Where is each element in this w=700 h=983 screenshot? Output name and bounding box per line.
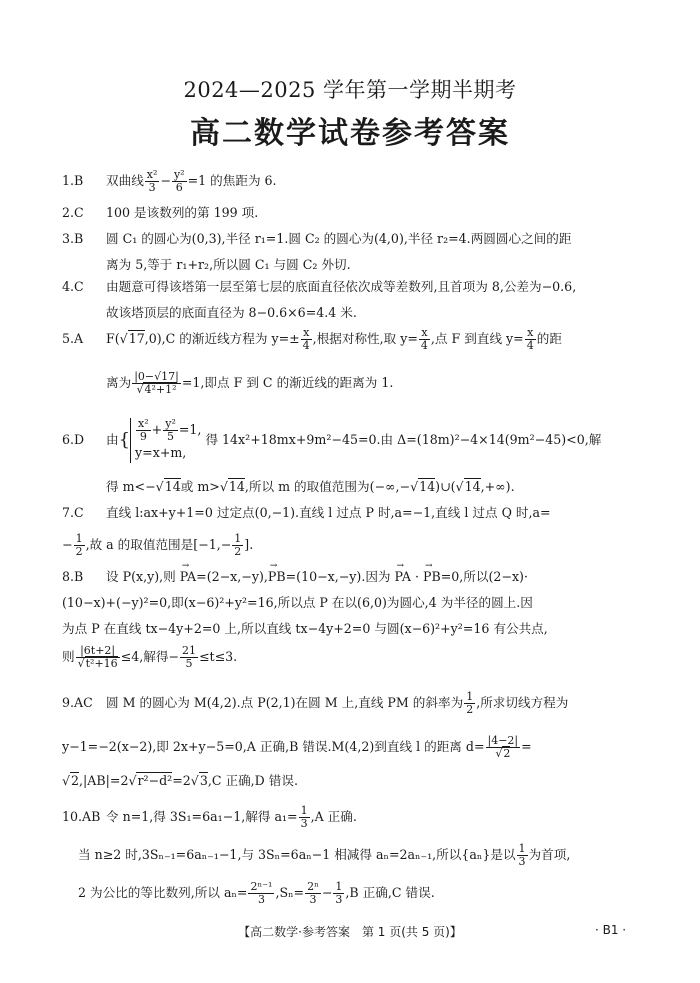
- answer-item-8: 8.B 设 P(x,y),则 → PA=(2−x,−y),→ PB=(10−x,−y).因为 → PA · → PB=0,所以(2−x)·: [62, 564, 642, 590]
- answer-item-5-cont: 离为 $\frac{|0-√17|}{\text{√4²+1²}}$ =1,即点 F 到 C 的渐近线的距离为 1.: [106, 370, 394, 396]
- answer-item-7-cont: − $\frac{1}{2}$ ,故 a 的取值范围是[−1,− $\frac{1}{2}$ ].: [62, 532, 254, 558]
- footer-code: · B1 ·: [595, 923, 627, 937]
- answer-item-8-cont2: 为点 P 在直线 tx−4y+2=0 上,所以直线 tx−4y+2=0 与圆(x−6)²+y²=16 有公共点,: [62, 621, 548, 636]
- answer-item-1: 1.B 双曲线 $\frac{\text{x²}}{3}$ − $\frac{\text{y²}}{6}$ =1 的焦距为 6.: [62, 168, 277, 194]
- answer-number: 3.B: [62, 231, 84, 246]
- answer-item-4: 4.C 由题意可得该塔第一层至第七层的底面直径依次成等差数列,且首项为 8,公差为−0.6, 故该塔顶层的底面直径为 8−0.6×6=4.4 米.: [62, 274, 642, 326]
- answer-number: 8.B: [62, 569, 84, 584]
- fraction: $\frac{\text{y²}}{6}$: [173, 168, 185, 194]
- answer-number: 1.B: [62, 173, 84, 188]
- answer-item-9: 9.AC 圆 M 的圆心为 M(4,2).点 P(2,1)在圆 M 上,直线 PM 的斜率为 $\frac{1}{2}$ ,所求切线方程为: [62, 690, 569, 716]
- answer-number: 10.AB: [62, 809, 101, 824]
- answer-number: 4.C: [62, 279, 84, 294]
- answer-item-10-cont: 当 n≥2 时,3Sₙ₋₁=6aₙ₋₁−1,与 3Sₙ=6aₙ−1 相减得 aₙ=2aₙ₋₁,所以{aₙ}是以 $\frac{1}{3}$ 为首项,: [78, 842, 571, 868]
- answer-number: 2.C: [62, 205, 84, 220]
- answer-item-2: 2.C 100 是该数列的第 199 项.: [62, 200, 642, 226]
- answer-item-10-cont2: 2 为公比的等比数列,所以 aₙ= $\frac{\text{2ⁿ⁻¹}}{3}$ ,Sₙ= $\frac{\text{2ⁿ}}{3}$ − $\frac{1}{3}$ ,B 正确,C 错误.: [78, 880, 435, 906]
- equation-system: $\frac{\text{x²}}{9}$ + $\frac{\text{y²}}{5}$ =1, y=x+m,: [130, 418, 201, 463]
- answer-number: 6.D: [62, 432, 85, 447]
- answer-key-title: 高二数学试卷参考答案: [190, 116, 510, 151]
- answer-number: 5.A: [62, 331, 84, 346]
- page-footer: 【高二数学·参考答案 第 1 页(共 5 页)】: [238, 925, 462, 939]
- answer-item-6: 6.D 由{ $\frac{\text{x²}}{9}$ + $\frac{\text{y²}}{5}$ =1, y=x+m,得 14x²+18mx+9m²−45=0.由 Δ=(18m)²−4×14(9m²−45)<0,解: [62, 418, 642, 463]
- answer-item-10: 10.AB 令 n=1,得 3S₁=6a₁−1,解得 a₁= $\frac{1}{3}$ ,A 正确.: [62, 804, 357, 830]
- answer-item-7: 7.C 直线 l:ax+y+1=0 过定点(0,−1).直线 l 过点 P 时,a=−1,直线 l 过点 Q 时,a=: [62, 500, 642, 526]
- answer-item-9-cont: y−1=−2(x−2),即 2x+y−5=0,A 正确,B 错误.M(4,2)到直线 l 的距离 d= $\frac{|4-2|}{√2}$ =: [62, 734, 532, 760]
- answer-item-9-cont2: √2,|AB|=2√r²−d²=2√3,C 正确,D 错误.: [62, 773, 298, 788]
- answer-item-5: 5.A F(√17,0),C 的渐近线方程为 y=± $\frac{x}{4}$ ,根据对称性,取 y= $\frac{x}{4}$ ,点 F 到直线 y= $\frac{x}{4}$ 的距: [62, 326, 562, 352]
- answer-item-6-cont: 得 m<−√14或 m>√14,所以 m 的取值范围为(−∞,−√14)∪(√14,+∞).: [106, 479, 515, 494]
- exam-title: 2024—2025 学年第一学期半期考: [183, 78, 517, 102]
- answer-item-8-cont3: 则 $\frac{|6t+2|}{\text{√t²+16}}$ ≤4,解得− $\frac{21}{5}$ ≤t≤3.: [62, 644, 238, 670]
- answer-item-8-cont1: (10−x)+(−y)²=0,即(x−6)²+y²=16,所以点 P 在以(6,0)为圆心,4 为半径的圆上.因: [62, 595, 533, 610]
- answer-number: 9.AC: [62, 695, 93, 710]
- answer-number: 7.C: [62, 505, 84, 520]
- fraction: $\frac{\text{x²}}{3}$: [146, 168, 158, 194]
- answer-item-3: 3.B 圆 C₁ 的圆心为(0,3),半径 r₁=1.圆 C₂ 的圆心为(4,0),半径 r₂=4.两圆圆心之间的距 离为 5,等于 r₁+r₂,所以圆 C₁ 与圆 C₂ 外切.: [62, 226, 642, 278]
